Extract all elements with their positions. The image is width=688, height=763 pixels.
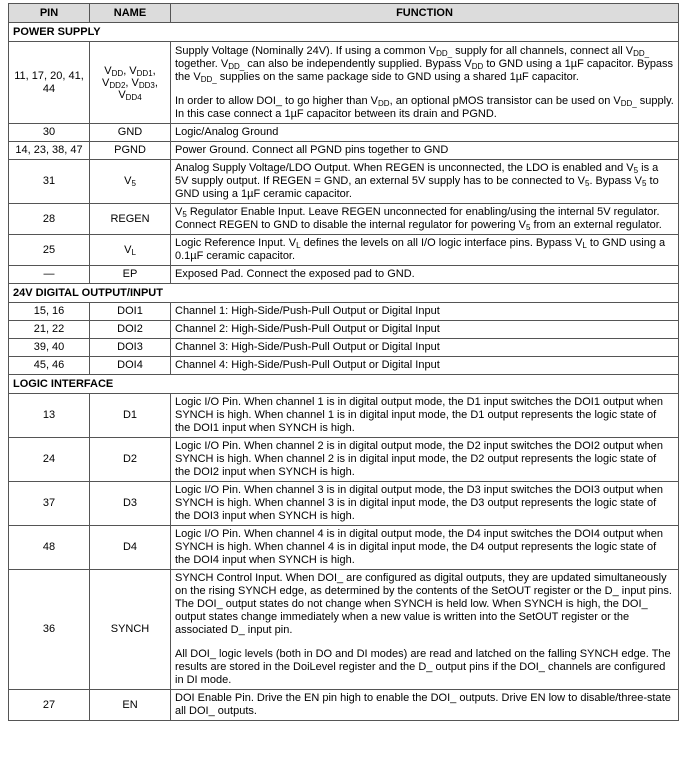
table-row-regen	[9, 204, 679, 235]
table-row-d3	[9, 482, 679, 526]
function-cell: Logic/Analog Ground	[171, 124, 679, 142]
name-cell: DOI3	[90, 339, 171, 357]
section-power-supply: POWER SUPPLY	[9, 23, 679, 42]
pin-description-table	[8, 3, 679, 721]
pin-cell: 14, 23, 38, 47	[9, 142, 90, 160]
name-cell: DOI1	[90, 303, 171, 321]
header-function: FUNCTION	[171, 4, 679, 23]
section-row	[9, 23, 679, 42]
pin-cell: 21, 22	[9, 321, 90, 339]
function-cell: Power Ground. Connect all PGND pins together to GND	[171, 142, 679, 160]
header-name: NAME	[90, 4, 171, 23]
name-cell: EN	[90, 690, 171, 721]
table-row-vdd	[9, 42, 679, 124]
function-cell: Analog Supply Voltage/LDO Output. When REGEN is unconnected, the LDO is enabled and $V_5$ is a 5V supply output. If REGEN = GND, an external 5V supply has to be connected to $V_5$. Bypass $V_5$ to GND using a 1µF ceramic capacitor.	[171, 160, 679, 204]
pin-cell: —	[9, 266, 90, 284]
pin-cell: 13	[9, 394, 90, 438]
table-row-vl	[9, 235, 679, 266]
function-cell	[171, 570, 679, 690]
name-cell: SYNCH	[90, 570, 171, 690]
function-paragraph: All DOI_ logic levels (both in DO and DI modes) are read and latched on the falling SYNCH edge. The results are stored in the DoiLevel register and the D_ output pins if the DOI_ channels are configured in DI mode.	[175, 648, 671, 686]
pin-cell: 36	[9, 570, 90, 690]
name-cell: GND	[90, 124, 171, 142]
section-row	[9, 284, 679, 303]
name-cell: D3	[90, 482, 171, 526]
name-cell: PGND	[90, 142, 171, 160]
pin-cell: 31	[9, 160, 90, 204]
pin-cell: 30	[9, 124, 90, 142]
table-row-d2	[9, 438, 679, 482]
table-row-doi3	[9, 339, 679, 357]
function-cell: DOI Enable Pin. Drive the EN pin high to enable the DOI_ outputs. Drive EN low to disable/three-state all DOI_ outputs.	[171, 690, 679, 721]
section-row	[9, 375, 679, 394]
header-pin: PIN	[9, 4, 90, 23]
name-cell: $V_5$	[90, 160, 171, 204]
table-header-row	[9, 4, 679, 23]
function-cell: Logic I/O Pin. When channel 3 is in digital output mode, the D3 input switches the DOI3 output when SYNCH is high. When channel 3 is in digital input mode, the D3 output represents the logic state of the DOI3 input when SYNCH is high.	[171, 482, 679, 526]
pin-cell: 11, 17, 20, 41, 44	[9, 42, 90, 124]
pin-cell: 24	[9, 438, 90, 482]
function-cell: Logic I/O Pin. When channel 2 is in digital output mode, the D2 input switches the DOI2 output when SYNCH is high. When channel 2 is in digital input mode, the D2 output represents the logic state of the DOI2 input when SYNCH is high.	[171, 438, 679, 482]
pin-cell: 28	[9, 204, 90, 235]
function-paragraph: Supply Voltage (Nominally 24V). If using a common $V_{DD\_}$ supply for all channels, connect all $V_{DD\_}$ together. $V_{DD\_}$ can also be independently supplied. Bypass $V_{DD}$ to GND using a 1µF capacitor. Bypass the $V_{DD\_}$ supplies on the same package side to GND using a shared 1µF capacitor.	[175, 44, 674, 84]
name-cell: DOI4	[90, 357, 171, 375]
table-row-d1	[9, 394, 679, 438]
name-cell: EP	[90, 266, 171, 284]
function-cell: Exposed Pad. Connect the exposed pad to GND.	[171, 266, 679, 284]
pin-cell: 45, 46	[9, 357, 90, 375]
table-row-ep	[9, 266, 679, 284]
name-cell: D4	[90, 526, 171, 570]
name-cell: DOI2	[90, 321, 171, 339]
function-cell	[171, 42, 679, 124]
pin-cell: 25	[9, 235, 90, 266]
table-row-doi1	[9, 303, 679, 321]
function-cell: Channel 4: High-Side/Push-Pull Output or Digital Input	[171, 357, 679, 375]
function-paragraph: SYNCH Control Input. When DOI_ are configured as digital outputs, they are updated simultaneously on the rising SYNCH edge, as determined by the contents of the SetOUT register or the D_ input pins. The DOI_ output states do not change when SYNCH is held low. When SYNCH is high, the DOI_ output states change immediately when a new value is written into the SetOUT register or the associated D_ input pin.	[175, 572, 672, 636]
table-row-gnd	[9, 124, 679, 142]
function-cell: $V_5$ Regulator Enable Input. Leave REGEN unconnected for enabling/using the internal 5V regulator. Connect REGEN to GND to disable the internal regulator for powering $V_5$ from an external regulator.	[171, 204, 679, 235]
section-digital-output-input: 24V DIGITAL OUTPUT/INPUT	[9, 284, 679, 303]
function-cell: Channel 1: High-Side/Push-Pull Output or Digital Input	[171, 303, 679, 321]
pin-cell: 27	[9, 690, 90, 721]
pin-cell: 15, 16	[9, 303, 90, 321]
table-row-pgnd	[9, 142, 679, 160]
function-cell: Logic I/O Pin. When channel 4 is in digital output mode, the D4 input switches the DOI4 output when SYNCH is high. When channel 4 is in digital input mode, the D4 output represents the logic state of the DOI4 input when SYNCH is high.	[171, 526, 679, 570]
table-row-synch	[9, 570, 679, 690]
function-paragraph: In order to allow DOI_ to go higher than $V_{DD}$, an optional pMOS transistor can be used on $V_{DD\_}$ supply. In this case connect a 1µF capacitor between its drain and PGND.	[175, 94, 674, 120]
function-cell: Logic Reference Input. $V_L$ defines the levels on all I/O logic interface pins. Bypass $V_L$ to GND using a 0.1µF ceramic capacitor.	[171, 235, 679, 266]
pin-cell: 48	[9, 526, 90, 570]
name-cell: D1	[90, 394, 171, 438]
table-row-v5	[9, 160, 679, 204]
name-cell: REGEN	[90, 204, 171, 235]
table-row-doi4	[9, 357, 679, 375]
function-cell: Channel 2: High-Side/Push-Pull Output or Digital Input	[171, 321, 679, 339]
name-cell: $V_L$	[90, 235, 171, 266]
pin-cell: 39, 40	[9, 339, 90, 357]
name-cell: $V_{DD}$, $V_{DD1}$, $V_{DD2}$, $V_{DD3}$, $V_{DD4}$	[90, 42, 171, 124]
table-row-d4	[9, 526, 679, 570]
table-row-doi2	[9, 321, 679, 339]
function-cell: Channel 3: High-Side/Push-Pull Output or Digital Input	[171, 339, 679, 357]
section-logic-interface: LOGIC INTERFACE	[9, 375, 679, 394]
pin-cell: 37	[9, 482, 90, 526]
table-row-en	[9, 690, 679, 721]
name-cell: D2	[90, 438, 171, 482]
function-cell: Logic I/O Pin. When channel 1 is in digital output mode, the D1 input switches the DOI1 output when SYNCH is high. When channel 1 is in digital input mode, the D1 output represents the logic state of the DOI1 input when SYNCH is high.	[171, 394, 679, 438]
